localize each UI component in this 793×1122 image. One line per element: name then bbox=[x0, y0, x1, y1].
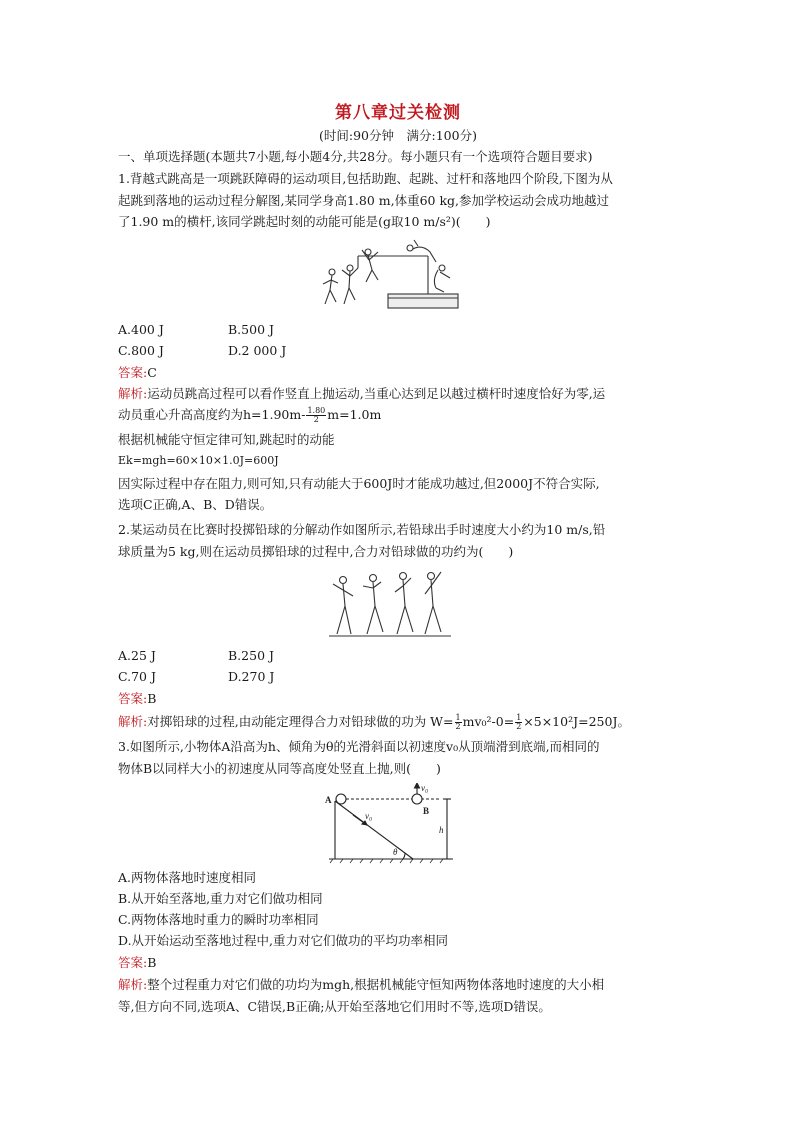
answer-label: 答案: bbox=[118, 365, 148, 380]
q1-stem-line-3: 了1.90 m的横杆,该同学跳起时刻的动能可能是(g取10 m/s²)( ) bbox=[118, 214, 491, 229]
answer-value: B bbox=[147, 691, 157, 706]
fraction-numerator: 1 bbox=[455, 713, 461, 722]
label-v0-up: v₀ bbox=[421, 783, 429, 793]
q3-option-b: B.从开始至落地,重力对它们做功相同 bbox=[118, 891, 323, 906]
chapter-title: 第八章过关检测 bbox=[335, 103, 461, 123]
answer-value: C bbox=[147, 365, 157, 380]
q1-analysis-line-4: Ek=mgh=60×10×1.0J=600J bbox=[118, 454, 279, 467]
label-a: A bbox=[325, 795, 332, 805]
incline-diagram-figure bbox=[323, 783, 463, 865]
q1-option-a: A.400 J bbox=[118, 322, 164, 337]
analysis-text: 对掷铅球的过程,由动能定理得合力对铅球做的功为 W= bbox=[147, 714, 454, 729]
analysis-text: 运动员跳高过程可以看作竖直上抛运动,当重心达到足以越过横杆时速度恰好为零,运 bbox=[147, 386, 606, 401]
analysis-text: mv₀²-0= bbox=[462, 714, 515, 729]
shot-put-sequence-figure bbox=[325, 568, 455, 640]
fraction-denominator: 2 bbox=[516, 722, 522, 731]
analysis-label: 解析: bbox=[118, 714, 148, 729]
analysis-text: ×5×10²J=250J。 bbox=[523, 714, 630, 729]
fraction bbox=[515, 714, 522, 731]
q2-stem-line-2: 球质量为5 kg,则在运动员掷铅球的过程中,合力对铅球做的功约为( ) bbox=[118, 544, 514, 559]
q3-answer bbox=[118, 954, 156, 971]
analysis-label: 解析: bbox=[118, 977, 148, 992]
analysis-text: 动员重心升高高度约为h=1.90m- bbox=[118, 407, 306, 422]
q2-option-d: D.270 J bbox=[228, 669, 275, 684]
analysis-text: m=1.0m bbox=[327, 407, 382, 422]
answer-label: 答案: bbox=[118, 955, 148, 970]
q3-analysis-line-2: 等,但方向不同,选项A、C错误,B正确;从开始至落地它们用时不等,选项D错误。 bbox=[118, 999, 551, 1014]
q3-option-a: A.两物体落地时速度相同 bbox=[118, 870, 257, 885]
q2-option-c: C.70 J bbox=[118, 669, 156, 684]
section-heading: 一、单项选择题(本题共7小题,每小题4分,共28分。每小题只有一个选项符合题目要求) bbox=[118, 149, 593, 164]
q1-analysis-line-1 bbox=[118, 385, 605, 402]
q3-analysis-line-1 bbox=[118, 976, 604, 993]
q2-answer bbox=[118, 690, 156, 707]
analysis-label: 解析: bbox=[118, 386, 148, 401]
analysis-text: 整个过程重力对它们做的功均为mgh,根据机械能守恒知两物体落地时速度的大小相 bbox=[147, 977, 605, 992]
q2-analysis-line-1 bbox=[118, 713, 630, 731]
exam-time-and-score: (时间:90分钟 满分:100分) bbox=[319, 128, 477, 143]
fraction bbox=[455, 714, 462, 731]
q1-stem-line-2: 起跳到落地的运动过程分解图,某同学身高1.80 m,体重60 kg,参加学校运动会成功地越过 bbox=[118, 193, 610, 208]
q1-analysis-line-5: 因实际过程中存在阻力,则可知,只有动能大于600J时才能成功越过,但2000J不符合实际, bbox=[118, 476, 600, 491]
label-theta: θ bbox=[393, 847, 398, 857]
q1-stem-line-1: 1.背越式跳高是一项跳跃障碍的运动项目,包括助跑、起跳、过杆和落地四个阶段,下图为从 bbox=[118, 171, 613, 186]
q3-stem-line-1: 3.如图所示,小物体A沿高为h、倾角为θ的光滑斜面以初速度v₀从顶端滑到底端,而相同的 bbox=[118, 739, 600, 754]
q3-stem-line-2: 物体B以同样大小的初速度从同等高度处竖直上抛,则( ) bbox=[118, 761, 441, 776]
q1-option-d: D.2 000 J bbox=[228, 343, 287, 358]
answer-value: B bbox=[147, 955, 157, 970]
high-jump-sequence-figure bbox=[318, 238, 463, 313]
label-b: B bbox=[423, 806, 430, 816]
q3-option-d: D.从开始运动至落地过程中,重力对它们做功的平均功率相同 bbox=[118, 933, 449, 948]
fraction-denominator: 2 bbox=[313, 415, 319, 424]
q1-analysis-line-6: 选项C正确,A、B、D错误。 bbox=[118, 497, 273, 512]
q1-analysis-line-3: 根据机械能守恒定律可知,跳起时的动能 bbox=[118, 432, 335, 447]
fraction bbox=[306, 407, 326, 424]
label-v0-slope: v₀ bbox=[365, 811, 373, 821]
label-h: h bbox=[439, 825, 444, 835]
q1-analysis-line-2 bbox=[118, 406, 381, 424]
q1-answer bbox=[118, 364, 157, 381]
q3-option-c: C.两物体落地时重力的瞬时功率相同 bbox=[118, 912, 319, 927]
fraction-numerator: 1.80 bbox=[307, 406, 326, 415]
q2-option-b: B.250 J bbox=[228, 648, 275, 663]
fraction-numerator: 1 bbox=[516, 713, 522, 722]
q1-option-c: C.800 J bbox=[118, 343, 164, 358]
q1-option-b: B.500 J bbox=[228, 322, 275, 337]
fraction-denominator: 2 bbox=[455, 722, 461, 731]
q2-stem-line-1: 2.某运动员在比赛时投掷铅球的分解动作如图所示,若铅球出手时速度大小约为10 m/s,铅 bbox=[118, 522, 606, 537]
answer-label: 答案: bbox=[118, 691, 148, 706]
q2-option-a: A.25 J bbox=[118, 648, 156, 663]
